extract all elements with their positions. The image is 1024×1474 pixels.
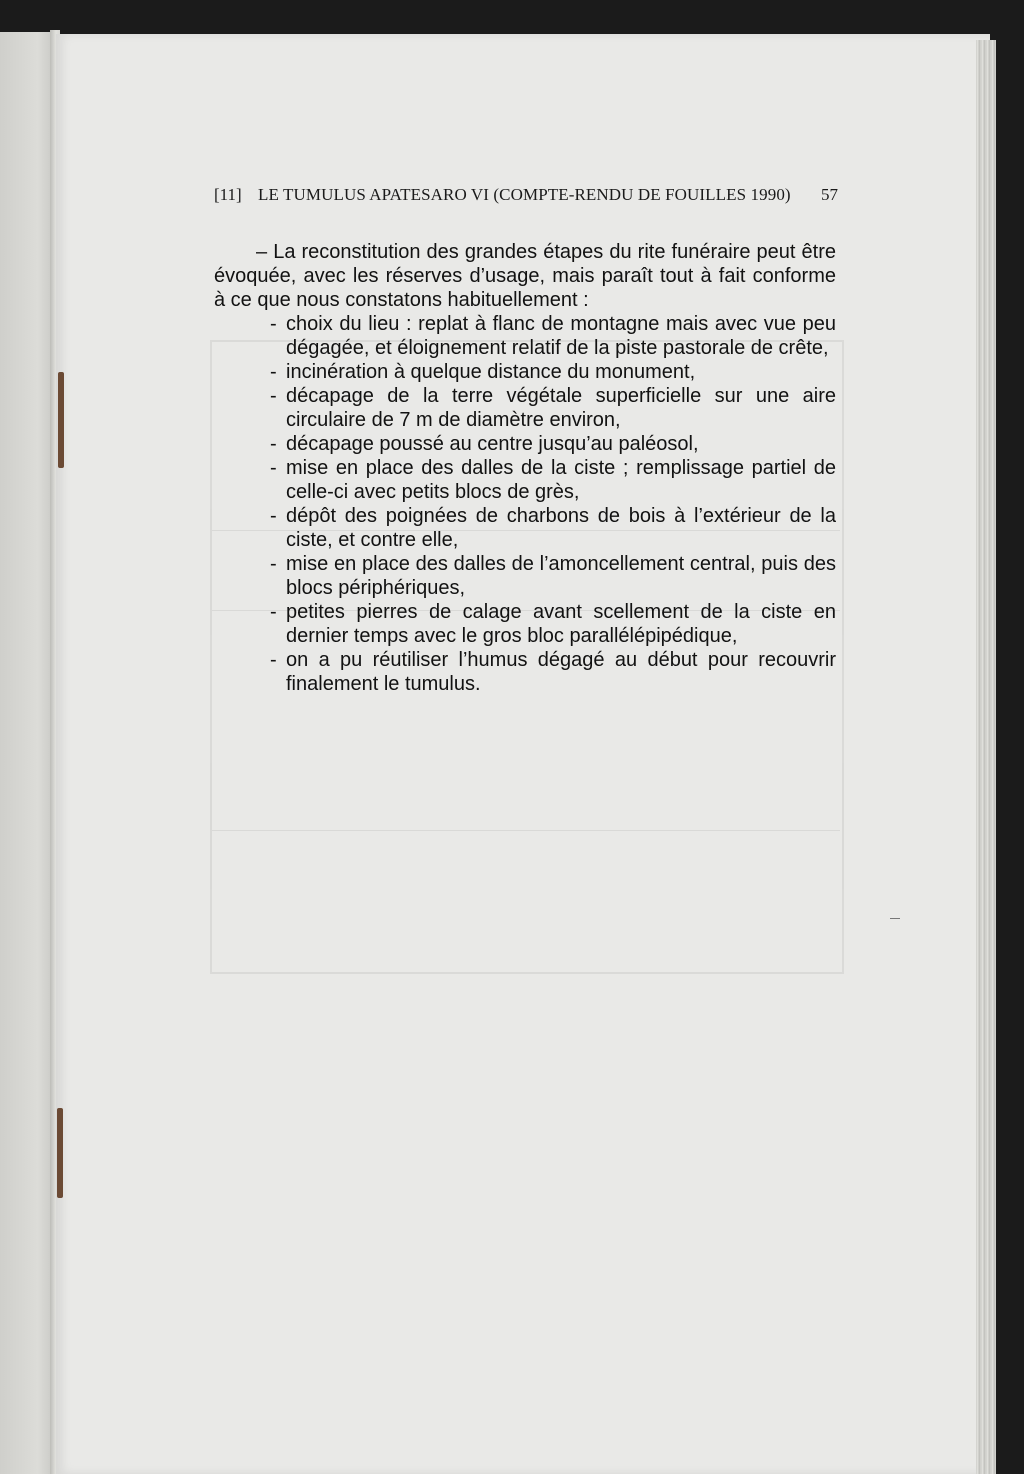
margin-mark [890, 918, 900, 919]
list-item [214, 384, 836, 432]
list-dash: - [270, 601, 277, 623]
list-dash: - [270, 457, 277, 479]
intro-paragraph: – La reconstitution des grandes étapes du rite funéraire peut être évoquée, avec les réserves d’usage, mais paraît tout à fait conforme à ce que nous constatons habituellement : [214, 241, 836, 311]
staple-top [58, 372, 64, 468]
list-dash: - [270, 553, 277, 575]
running-title: LE TUMULUS APATESARO VI (COMPTE-RENDU DE FOUILLES 1990) [258, 185, 791, 204]
list-item [214, 432, 836, 456]
list-item [214, 360, 836, 384]
page-stack-edge [976, 40, 996, 1474]
list-item-text: choix du lieu : replat à flanc de montagne mais avec vue peu dégagée, et éloignement relatif de la piste pastorale de crête, [286, 313, 836, 359]
list-item [214, 312, 836, 360]
list-item-text: mise en place des dalles de la ciste ; remplissage partiel de celle-ci avec petits blocs de grès, [286, 457, 836, 503]
list-dash: - [270, 313, 277, 335]
list-dash: - [270, 361, 277, 383]
list-item [214, 552, 836, 600]
staple-bottom [57, 1108, 63, 1198]
list-item-text: dépôt des poignées de charbons de bois à l’extérieur de la ciste, et contre elle, [286, 505, 836, 551]
list-dash: - [270, 433, 277, 455]
list-item-text: décapage poussé au centre jusqu’au paléosol, [286, 433, 699, 455]
previous-page-edge [0, 32, 54, 1474]
list-item [214, 600, 836, 648]
body-text [214, 240, 836, 696]
list-dash: - [270, 505, 277, 527]
list-item-text: décapage de la terre végétale superficielle sur une aire circulaire de 7 m de diamètre environ, [286, 385, 836, 431]
rite-steps-list [214, 312, 836, 696]
list-item-text: incinération à quelque distance du monument, [286, 361, 696, 383]
list-item-text: on a pu réutiliser l’humus dégagé au début pour recouvrir finalement le tumulus. [286, 649, 836, 695]
list-item [214, 456, 836, 504]
section-number: [11] [214, 185, 242, 204]
list-item [214, 648, 836, 696]
list-dash: - [270, 385, 277, 407]
list-dash: - [270, 649, 277, 671]
list-item-text: mise en place des dalles de l’amoncellement central, puis des blocs périphériques, [286, 553, 836, 599]
list-item-text: petites pierres de calage avant scellement de la ciste en dernier temps avec le gros bloc parallélépipédique, [286, 601, 836, 647]
page-number: 57 [821, 185, 838, 204]
list-item [214, 504, 836, 552]
